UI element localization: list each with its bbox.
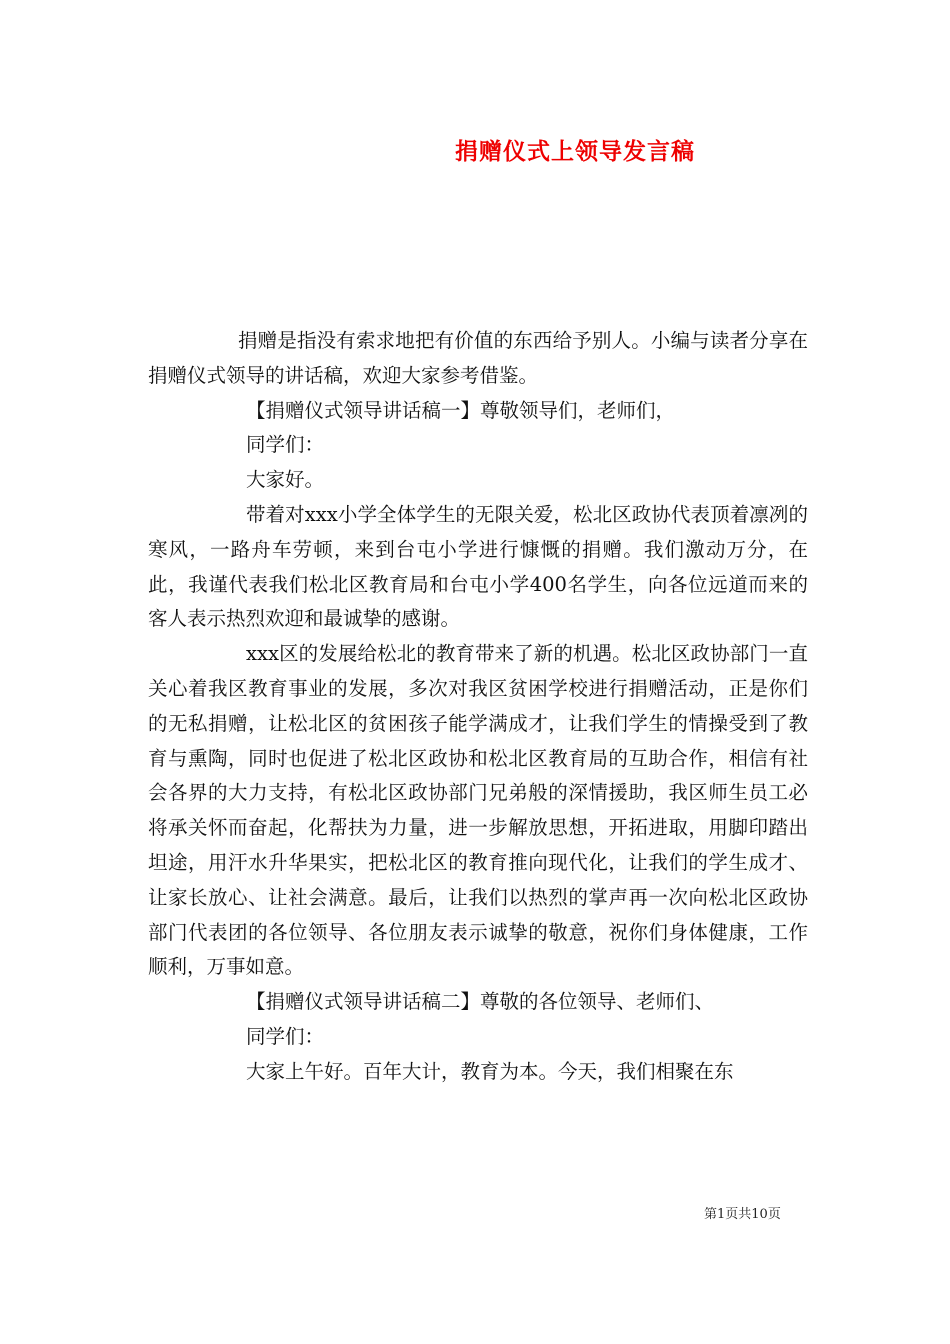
- document-title: 捐赠仪式上领导发言稿: [455, 138, 695, 165]
- paragraph-intro: 捐赠是指没有索求地把有价值的东西给予别人。小编与读者分享在捐赠仪式领导的讲话稿，欢迎大家参考借鉴。: [148, 329, 808, 387]
- paragraph-speech1-salutation: 同学们：: [246, 433, 325, 457]
- paragraph-speech2-body: 大家上午好。百年大计，教育为本。今天，我们相聚在东: [246, 1059, 734, 1083]
- paragraph-speech1-greeting: 大家好。: [246, 468, 325, 492]
- paragraph-speech1-body1: 带着对xxx小学全体学生的无限关爱，松北区政协代表顶着凛冽的寒风，一路舟车劳顿，来到台屯小学进行慷慨的捐赠。我们激动万分，在此，我谨代表我们松北区教育局和台屯小学400名学生，向各位远道而来的客人表示热烈欢迎和最诚挚的感谢。: [148, 502, 808, 631]
- paragraph-speech1-heading: 【捐赠仪式领导讲话稿一】尊敬领导们，老师们，: [246, 398, 676, 422]
- paragraph-speech1-body2: xxx区的发展给松北的教育带来了新的机遇。松北区政协部门一直关心着我区教育事业的发展，多次对我区贫困学校进行捐赠活动，正是你们的无私捐赠，让松北区的贫困孩子能学满成才，让我们学生的情操受到了教育与熏陶，同时也促进了松北区政协和松北区教育局的互助合作，相信有社会各界的大力支持，有松北区政协部门兄弟般的深情援助，我区师生员工必将承关怀而奋起，化帮扶为力量，进一步解放思想，开拓进取，用脚印踏出坦途，用汗水升华果实，把松北区的教育推向现代化，让我们的学生成才、让家长放心、让社会满意。最后，让我们以热烈的掌声再一次向松北区政协部门代表团的各位领导、各位朋友表示诚挚的敬意，祝你们身体健康，工作顺利，万事如意。: [148, 642, 808, 979]
- paragraph-speech2-heading: 【捐赠仪式领导讲话稿二】尊敬的各位领导、老师们、: [246, 990, 715, 1014]
- paragraph-speech2-salutation: 同学们：: [246, 1024, 325, 1048]
- page-number: 第1页共10页: [704, 1207, 781, 1222]
- document-body: [148, 324, 808, 1090]
